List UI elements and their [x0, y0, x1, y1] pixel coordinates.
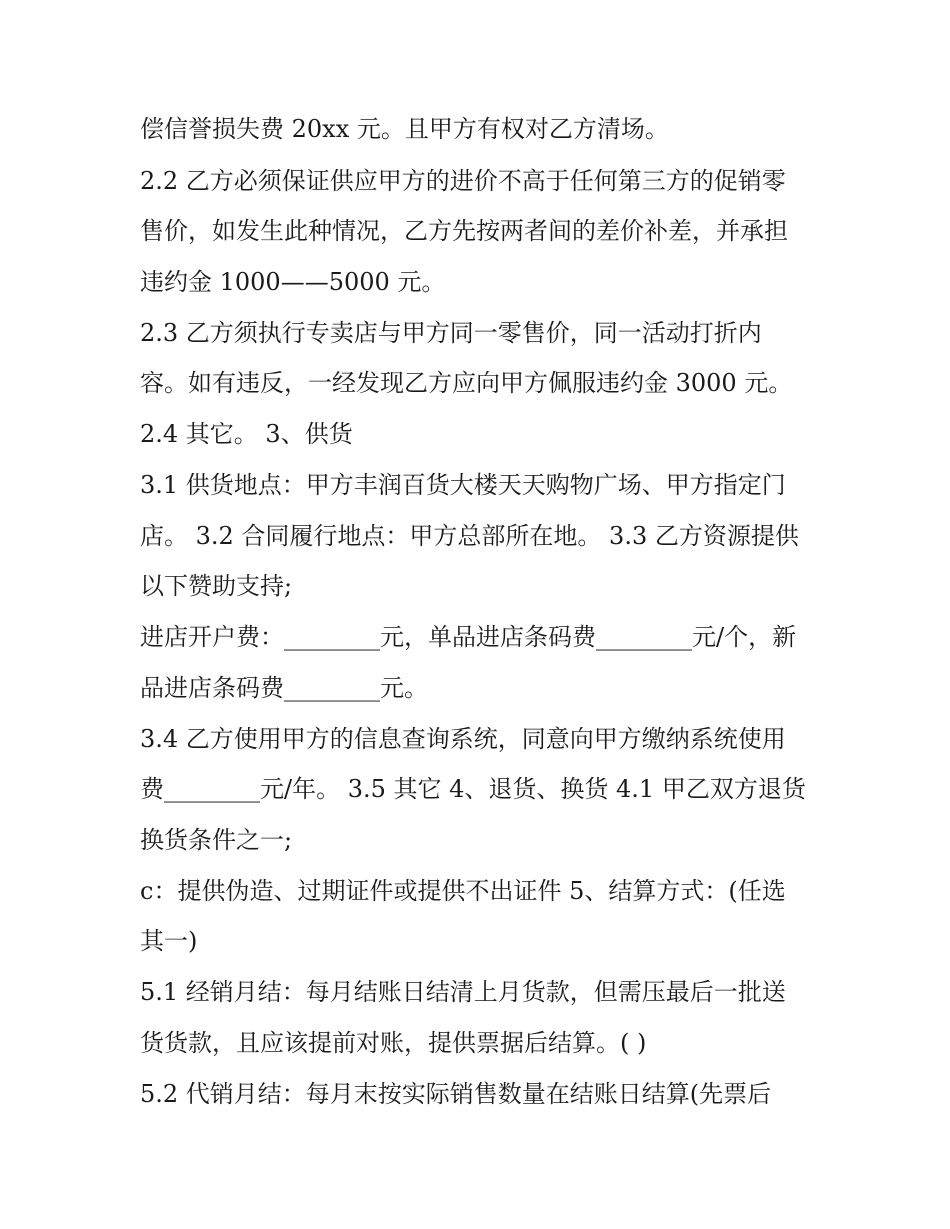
- text-line: 容。如有违反，一经发现乙方应向甲方佩服违约金 3000 元。: [140, 369, 793, 397]
- text-line: 以下赞助支持;: [140, 572, 293, 600]
- text-line: c：提供伪造、过期证件或提供不出证件 5、结算方式：(任选: [140, 877, 786, 905]
- text-line: 货货款，且应该提前对账，提供票据后结算。( ): [140, 1029, 647, 1057]
- text-line: 换货条件之一;: [140, 826, 293, 854]
- text-line: 5.1 经销月结：每月结账日结清上月货款，但需压最后一批送: [140, 978, 786, 1006]
- text-line: 店。 3.2 合同履行地点：甲方总部所在地。 3.3 乙方资源提供: [140, 522, 799, 550]
- text-line: 违约金 1000——5000 元。: [140, 268, 446, 296]
- text-line: 5.2 代销月结：每月末按实际销售数量在结账日结算(先票后: [140, 1080, 772, 1108]
- text-line: 偿信誉损失费 20xx 元。且甲方有权对乙方清场。: [140, 115, 669, 143]
- text-line: 进店开户费：________元，单品进店条码费________元/个，新: [140, 623, 797, 651]
- text-line: 费________元/年。 3.5 其它 4、退货、换货 4.1 甲乙双方退货: [140, 775, 806, 803]
- text-line: 3.1 供货地点：甲方丰润百货大楼天天购物广场、甲方指定门: [140, 471, 786, 499]
- text-line: 其一): [140, 927, 198, 955]
- text-line: 2.2 乙方必须保证供应甲方的进价不高于任何第三方的促销零: [140, 167, 786, 195]
- text-line: 2.3 乙方须执行专卖店与甲方同一零售价，同一活动打折内: [140, 319, 762, 347]
- text-line: 3.4 乙方使用甲方的信息查询系统，同意向甲方缴纳系统使用: [140, 725, 786, 753]
- text-line: 售价，如发生此种情况，乙方先按两者间的差价补差，并承担: [140, 217, 788, 245]
- text-line: 品进店条码费________元。: [140, 674, 428, 702]
- text-line: 2.4 其它。 3、供货: [140, 420, 353, 448]
